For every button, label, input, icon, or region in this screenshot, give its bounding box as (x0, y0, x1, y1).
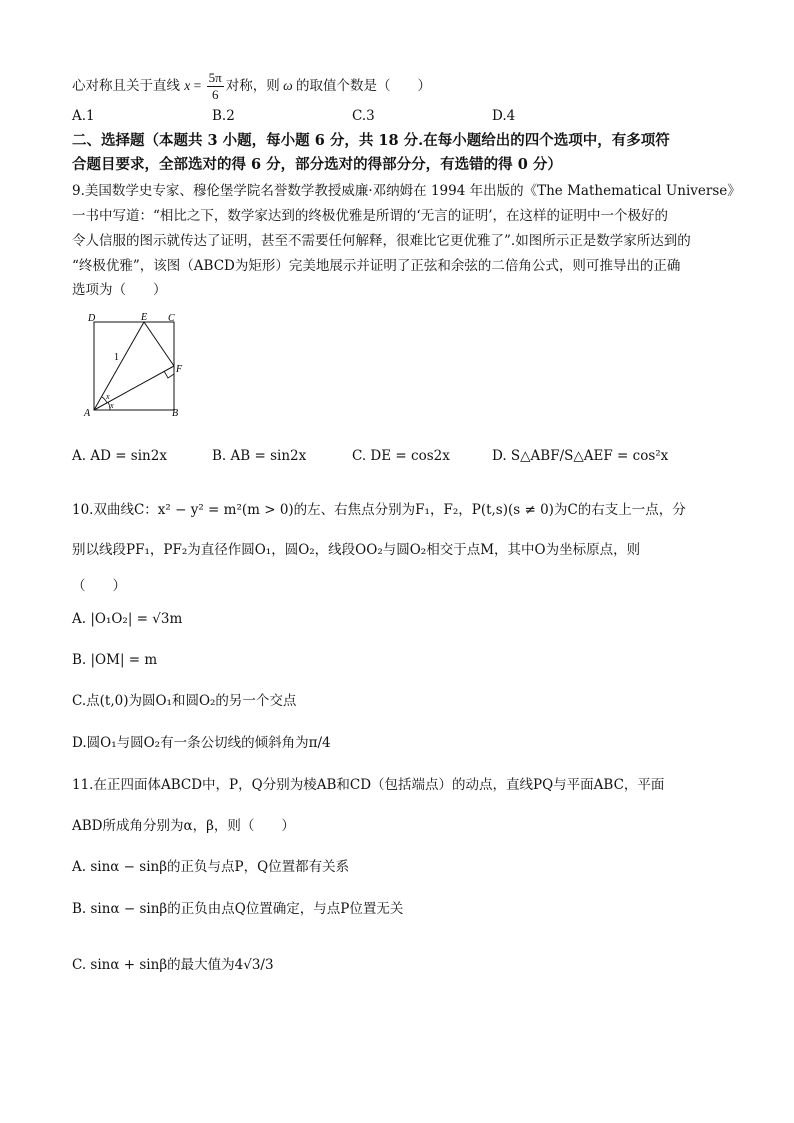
q9-line5: 选项为（ ） (72, 282, 167, 298)
q11-option-a: A. sinα − sinβ的正负与点P，Q位置都有关系 (72, 859, 350, 875)
section-heading-line2: 合题目要求，全部选对的得 6 分，部分选对的得部分分，有选错的得 0 分） (72, 156, 562, 173)
q9-line3: 令人信服的图示就传达了证明，甚至不需要任何解释，很难比它更优雅了”.如图所示正是数学家所达到的 (72, 233, 691, 249)
q8-option-d: D.4 (492, 108, 516, 124)
q10-option-d: D.圆O₁与圆O₂有一条公切线的倾斜角为π/4 (72, 735, 331, 751)
label-e: E (141, 312, 148, 323)
right-angle-mark (164, 371, 174, 378)
q9-option-b: B. AB = sin2x (212, 448, 307, 464)
q9-option-a: A. AD = sin2x (72, 448, 167, 464)
q9-line1: 9.美国数学史专家、穆伦堡学院名誉数学教授威廉·邓纳姆在 1994 年出版的《The Mathematical Universe》 (72, 183, 741, 199)
label-c: C (168, 313, 175, 324)
q10-option-a: A. |O₁O₂| = √3m (72, 611, 183, 627)
q9-option-d: D. S△ABF/S△AEF = cos²x (492, 448, 669, 464)
q8-option-b: B.2 (212, 108, 235, 124)
q11-option-c: C. sinα + sinβ的最大值为4√3/3 (72, 957, 274, 973)
q9-line2: 一书中写道：“相比之下，数学家达到的终极优雅是所谓的‘无言的证明’，在这样的证明中一个极好的 (72, 208, 668, 224)
label-angle-x1: x (106, 392, 110, 401)
label-b: B (172, 408, 179, 419)
q8-option-a: A.1 (72, 108, 95, 124)
q11-option-b: B. sinα − sinβ的正负由点Q位置确定，与点P位置无关 (72, 901, 404, 917)
q10-option-c: C.点(t,0)为圆O₁和圆O₂的另一个交点 (72, 693, 297, 709)
q10-option-b: B. |OM| = m (72, 652, 158, 668)
q9-line4: “终极优雅”，该图（ABCD为矩形）完美地展示并证明了正弦和余弦的二倍角公式，则可推导出的正确 (72, 258, 681, 274)
section-heading-line1: 二、选择题（本题共 3 小题，每小题 6 分，共 18 分.在每小题给出的四个选项中，有多项符 (72, 132, 670, 149)
q10-line2: 别以线段PF₁，PF₂为直径作圆O₁，圆O₂，线段OO₂与圆O₂相交于点M，其中O为坐标原点，则 (72, 542, 641, 558)
q10-line1: 10.双曲线C：x² − y² = m²(m > 0)的左、右焦点分别为F₁，F₂，P(t,s)(s ≠ 0)为C的右支上一点，分 (72, 502, 686, 518)
label-length-1: 1 (114, 352, 119, 363)
label-f: F (176, 364, 183, 375)
q11-line1: 11.在正四面体ABCD中，P，Q分别为棱AB和CD（包括端点）的动点，直线PQ与平面ABC，平面 (72, 777, 665, 793)
q11-line2: ABD所成角分别为α，β，则（ ） (72, 818, 295, 834)
segment-ef (144, 322, 174, 366)
q8-tail-line: 心对称且关于直线 x = $\frac{5\pi}{6}$ 对称，则 ω 的取值个数是（ ） (72, 70, 432, 102)
label-a: A (84, 408, 91, 419)
q8-option-c: C.3 (352, 108, 375, 124)
q9-option-c: C. DE = cos2x (352, 448, 450, 464)
label-d: D (88, 313, 96, 324)
fraction-5pi-6: $\frac{5\pi}{6}$ (208, 70, 222, 102)
label-angle-x2: x (110, 401, 114, 410)
q10-line3: （ ） (72, 578, 126, 594)
rectangle-figure (80, 310, 190, 422)
